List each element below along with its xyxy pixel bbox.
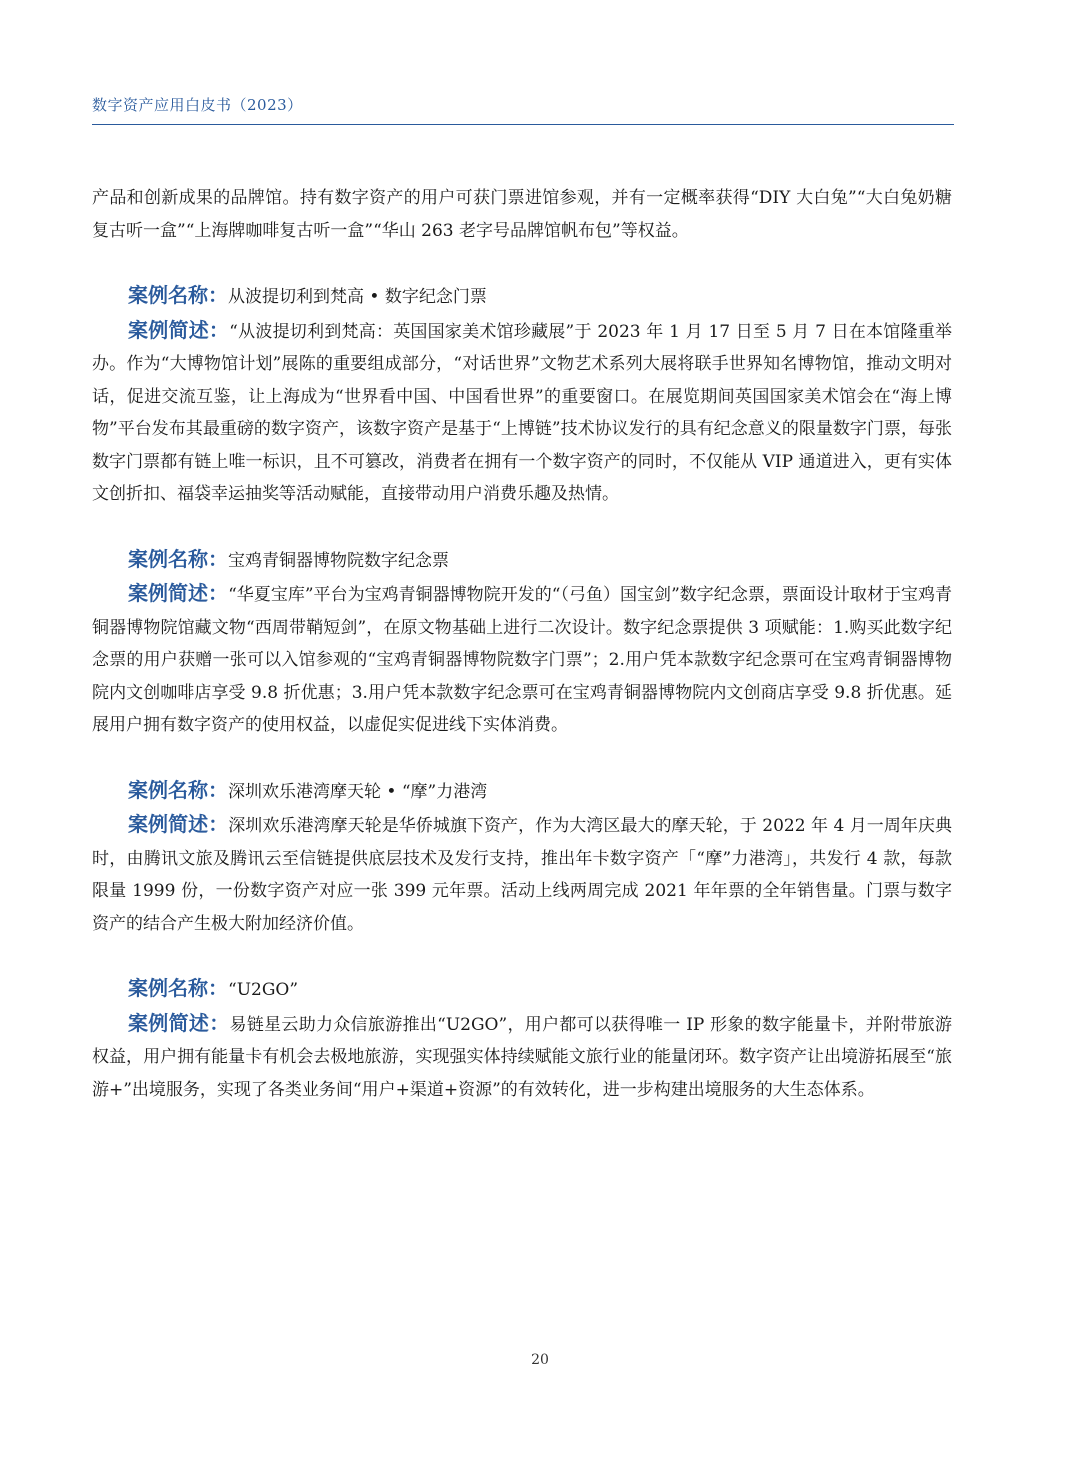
case-description-text: “华夏宝库”平台为宝鸡青铜器博物院开发的“（弓鱼）国宝剑”数字纪念票，票面设计取材于宝鸡青铜器博物院馆藏文物“西周带鞘短剑”，在原文物基础上进行二次设计。数字纪念票提供 3 项赋能：1.购买此数字纪念票的用户获赠一张可以入馆参观的“宝鸡青铜器博物院数字门票”；2.用户凭本款数字纪念票可在宝鸡青铜器博物院内文创咖啡店享受 9.8 折优惠；3.用户凭本款数字纪念票可在宝鸡青铜器博物院内文创商店享受 9.8 折优惠。延展用户拥有数字资产的使用权益，以虚促实促进线下实体消费。 — [92, 585, 952, 735]
case-desc-label: 案例简述： — [128, 317, 230, 342]
intro-paragraph: 产品和创新成果的品牌馆。持有数字资产的用户可获门票进馆参观，并有一定概率获得“DIY 大白兔”“大白兔奶糖复古听一盒”“上海牌咖啡复古听一盒”“华山 263 老字号品牌馆帆布包”等权益。 — [92, 188, 952, 241]
case-description-paragraph — [92, 577, 952, 742]
case-name-line — [92, 279, 952, 314]
case-description-paragraph — [92, 1007, 952, 1107]
case-desc-label: 案例简述： — [128, 1010, 230, 1035]
case-name-value: 宝鸡青铜器博物院数字纪念票 — [228, 550, 449, 571]
case-name-value: “U2GO” — [228, 980, 299, 1000]
case-name-label: 案例名称： — [128, 777, 228, 802]
case-block-1 — [92, 279, 952, 511]
case-description-text: “从波提切利到梵高：英国国家美术馆珍藏展”于 2023 年 1 月 17 日至 5 月 7 日在本馆隆重举办。作为“大博物馆计划”展陈的重要组成部分，“对话世界”文物艺术系列大展将联手世界知名博物馆，推动文明对话，促进交流互鉴，让上海成为“世界看中国、中国看世界”的重要窗口。在展览期间英国国家美术馆会在“海上博物”平台发布其最重磅的数字资产，该数字资产是基于“上博链”技术协议发行的具有纪念意义的限量数字门票，每张数字门票都有链上唯一标识，且不可篡改，消费者在拥有一个数字资产的同时，不仅能从 VIP 通道进入，更有实体文创折扣、福袋幸运抽奖等活动赋能，直接带动用户消费乐趣及热情。 — [92, 321, 952, 504]
header-divider — [92, 124, 954, 125]
case-name-line — [92, 774, 952, 809]
case-name-line — [92, 543, 952, 578]
case-name-label: 案例名称： — [128, 546, 228, 571]
case-block-3 — [92, 774, 952, 941]
case-description-paragraph — [92, 808, 952, 940]
document-header-title: 数字资产应用白皮书（2023） — [92, 96, 303, 114]
page-number: 20 — [531, 1352, 549, 1368]
case-description-paragraph — [92, 314, 952, 511]
case-name-label: 案例名称： — [128, 976, 228, 1000]
case-desc-label: 案例简述： — [128, 812, 229, 836]
case-name-value: 深圳欢乐港湾摩天轮 • “摩”力港湾 — [228, 781, 488, 802]
case-name-line — [92, 972, 952, 1007]
case-block-4 — [92, 972, 952, 1106]
case-block-2 — [92, 543, 952, 742]
case-name-label: 案例名称： — [128, 283, 228, 307]
page-content — [92, 182, 952, 1106]
case-description-text: 易链星云助力众信旅游推出“U2GO”，用户都可以获得唯一 IP 形象的数字能量卡，并附带旅游权益，用户拥有能量卡有机会去极地旅游，实现强实体持续赋能文旅行业的能量闭环。数字资产让出境游拓展至“旅游+”出境服务，实现了各类业务间“用户+渠道+资源”的有效转化，进一步构建出境服务的大生态体系。 — [92, 1014, 952, 1100]
case-desc-label: 案例简述： — [128, 581, 229, 605]
case-name-value: 从波提切利到梵高 • 数字纪念门票 — [228, 287, 487, 307]
case-description-text: 深圳欢乐港湾摩天轮是华侨城旗下资产，作为大湾区最大的摩天轮，于 2022 年 4 月一周年庆典时，由腾讯文旅及腾讯云至信链提供底层技术及发行支持，推出年卡数字资产「“摩”力港湾」，共发行 4 款，每款限量 1999 份，一份数字资产对应一张 399 元年票。活动上线两周完成 2021 年年票的全年销售量。门票与数字资产的结合产生极大附加经济价值。 — [92, 816, 952, 934]
